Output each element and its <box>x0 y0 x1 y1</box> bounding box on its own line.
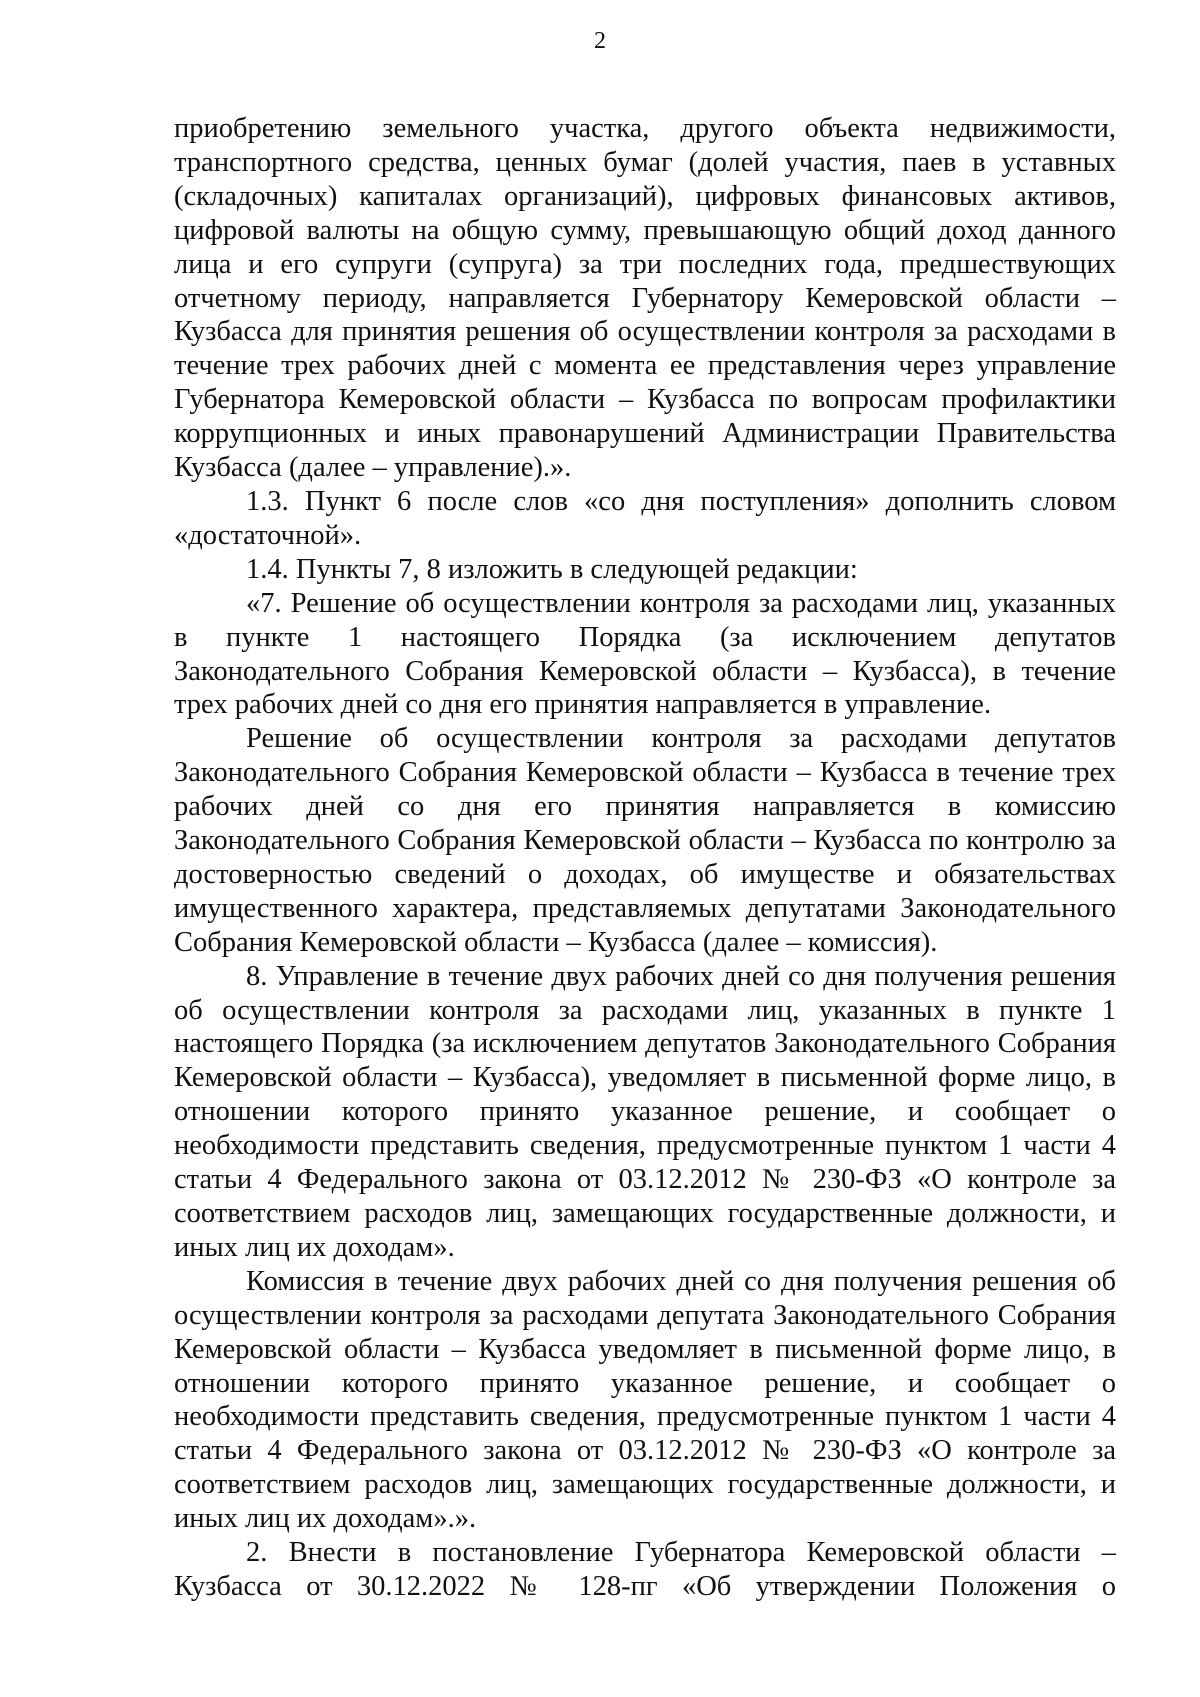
paragraph-item-2: 2. Внести в постановление Губернатора Кемеровской области – Кузбасса от 30.12.2022 № 128-пг «Об утверждении Положения о <box>174 1537 1116 1602</box>
paragraph-point-7: «7. Решение об осуществлении контроля за расходами лиц, указанных в пункте 1 настоящего Порядка (за исключением депутатов Законодательного Собрания Кемеровской области – Кузбасса), в течение трех рабочих дней со дня его принятия направляется в управление. <box>174 587 1116 721</box>
paragraph-item-1-4: 1.4. Пункты 7, 8 изложить в следующей редакции: <box>246 553 858 585</box>
paragraph-point-8: 8. Управление в течение двух рабочих дней со дня получения решения об осуществлении контроля за расходами лиц, указанных в пункте 1 настоящего Порядка (за исключением депутатов Законодательного Собрания Кемеровской области – Кузбасса), уведомляет в письменной форме лицо, в отношении которого принято указанное решение, и сообщает о необходимости представить сведения, предусмотренные пунктом 1 части 4 статьи 4 Федерального закона от 03.12.2012 № 230-ФЗ «О контроле за соответствием расходов лиц, замещающих государственные должности, и иных лиц их доходам». <box>174 960 1116 1263</box>
page-number: 2 <box>594 28 606 54</box>
paragraph-point-8-commission: Комиссия в течение двух рабочих дней со дня получения решения об осуществлении контроля за расходами депутата Законодательного Собрания Кемеровской области – Кузбасса уведомляет в письменной форме лицо, в отношении которого принято указанное решение, и сообщает о необходимости представить сведения, предусмотренные пунктом 1 части 4 статьи 4 Федерального закона от 03.12.2012 № 230-ФЗ «О контроле за соответствием расходов лиц, замещающих государственные должности, и иных лиц их доходам».». <box>174 1265 1116 1535</box>
document-body <box>174 112 1116 1604</box>
paragraph-item-1-3: 1.3. Пункт 6 после слов «со дня поступления» дополнить словом «достаточной». <box>174 485 1116 551</box>
paragraph-continuation: приобретению земельного участка, другого объекта недвижимости, транспортного средства, ценных бумаг (долей участия, паев в уставных (складочных) капиталах организаций), цифровых финансовых активов, цифровой валюты на общую сумму, превышающую общий доход данного лица и его супруги (супруга) за три последних года, предшествующих отчетному периоду, направляется Губернатору Кемеровской области – Кузбасса для принятия решения об осуществлении контроля за расходами в течение трех рабочих дней с момента ее представления через управление Губернатора Кемеровской области – Кузбасса по вопросам профилактики коррупционных и иных правонарушений Администрации Правительства Кузбасса (далее – управление).». <box>174 113 1116 484</box>
paragraph-point-7-deputies: Решение об осуществлении контроля за расходами депутатов Законодательного Собрания Кемеровской области – Кузбасса в течение трех рабочих дней со дня его принятия направляется в комиссию Законодательного Собрания Кемеровской области – Кузбасса по контролю за достоверностью сведений о доходах, об имуществе и обязательствах имущественного характера, представляемых депутатами Законодательного Собрания Кемеровской области – Кузбасса (далее – комиссия). <box>174 723 1116 958</box>
